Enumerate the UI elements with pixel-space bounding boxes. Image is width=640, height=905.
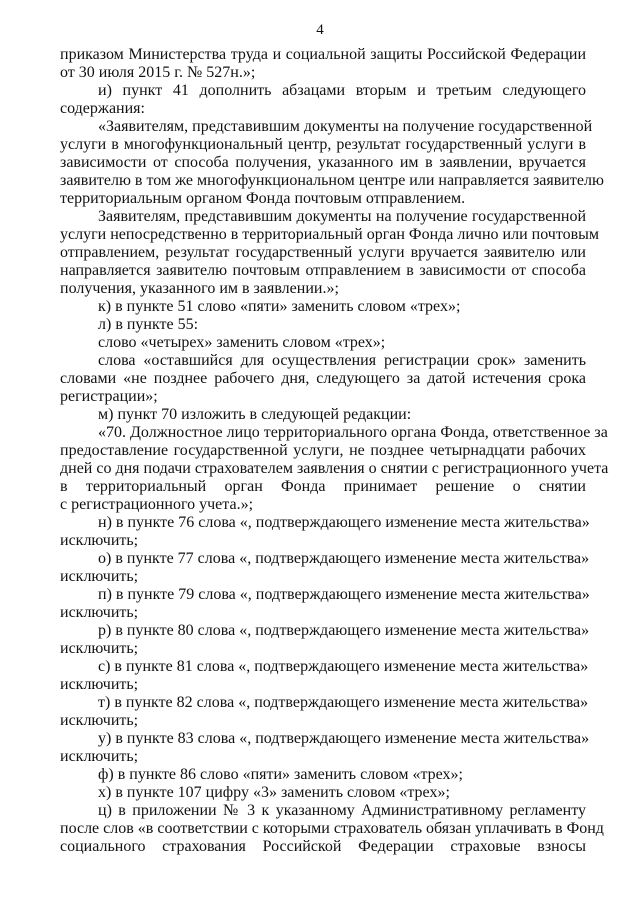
text-line: ф) в пункте 86 слово «пяти» заменить словом «трех»; — [98, 766, 463, 783]
text-line: «Заявителям, представившим документы на получение государственной — [98, 118, 593, 135]
text-line: услуги непосредственно в территориальный орган Фонда лично или почтовым — [60, 226, 600, 243]
text-line: социального страхования Российской Федерации страховые взносы — [60, 838, 586, 855]
text-line: после слов «в соответствии с которыми страхователь обязан уплачивать в Фонд — [60, 820, 604, 837]
text-line: т) в пункте 82 слова «, подтверждающего изменение места жительства» — [98, 694, 589, 711]
text-line: получения, указанного им в заявлении.»; — [60, 280, 339, 297]
text-line: исключить; — [60, 604, 139, 621]
text-line: исключить; — [60, 676, 139, 693]
text-line: исключить; — [60, 748, 139, 765]
text-line: регистрации»; — [60, 388, 158, 405]
text-line: исключить; — [60, 568, 139, 585]
text-line: предоставление государственной услуги, не позднее четырнадцати рабочих — [60, 442, 586, 459]
text-line: с регистрационного учета.»; — [60, 496, 254, 513]
text-line: к) в пункте 51 слово «пяти» заменить словом «трех»; — [98, 298, 461, 315]
text-line: словами «не позднее рабочего дня, следующего за датой истечения срока — [60, 370, 586, 387]
text-line: приказом Министерства труда и социальной защиты Российской Федерации — [60, 46, 586, 63]
text-line: у) в пункте 83 слова «, подтверждающего изменение места жительства» — [98, 730, 590, 747]
text-line: «70. Должностное лицо территориального органа Фонда, ответственное за — [98, 424, 608, 441]
text-line: в территориальный орган Фонда принимает решение о снятии — [60, 478, 586, 495]
text-line: м) пункт 70 изложить в следующей редакции: — [98, 406, 412, 423]
text-line: услуги в многофункциональный центр, результат государственный услуги в — [60, 136, 586, 153]
text-line: исключить; — [60, 532, 139, 549]
text-line: содержания: — [60, 100, 145, 117]
text-line: и) пункт 41 дополнить абзацами вторым и третьим следующего — [98, 82, 586, 99]
text-line: от 30 июля 2015 г. № 527н.»; — [60, 64, 256, 81]
text-line: отправлением, результат государственный услуги вручается заявителю или — [60, 244, 586, 261]
text-line: х) в пункте 107 цифру «3» заменить словом «трех»; — [98, 784, 450, 801]
text-line: о) в пункте 77 слова «, подтверждающего изменение места жительства» — [98, 550, 590, 567]
text-line: с) в пункте 81 слова «, подтверждающего изменение места жительства» — [98, 658, 589, 675]
text-line: направляется заявителю почтовым отправлением в зависимости от способа — [60, 262, 586, 279]
text-line: ц) в приложении № 3 к указанному Административному регламенту — [98, 802, 586, 819]
text-line: исключить; — [60, 640, 139, 657]
text-line: л) в пункте 55: — [98, 316, 199, 333]
text-line: Заявителям, представившим документы на получение государственной — [98, 208, 586, 225]
text-line: п) в пункте 79 слова «, подтверждающего изменение места жительства» — [98, 586, 590, 603]
text-line: территориальным органом Фонда почтовым отправлением. — [60, 190, 466, 207]
text-line: слово «четырех» заменить словом «трех»; — [98, 334, 386, 351]
document-body — [60, 46, 609, 856]
text-line: заявителю в том же многофункциональном центре или направляется заявителю — [60, 172, 604, 189]
text-line: исключить; — [60, 712, 139, 729]
page-number: 4 — [316, 22, 324, 38]
text-line: дней со дня подачи страхователем заявления о снятии с регистрационного учета — [60, 460, 609, 477]
text-line: р) в пункте 80 слова «, подтверждающего изменение места жительства» — [98, 622, 590, 639]
text-line: н) в пункте 76 слова «, подтверждающего изменение места жительства» — [98, 514, 590, 531]
text-line: зависимости от способа получения, указанного им в заявлении, вручается — [60, 154, 586, 171]
text-line: слова «оставшийся для осуществления регистрации срок» заменить — [98, 352, 586, 369]
